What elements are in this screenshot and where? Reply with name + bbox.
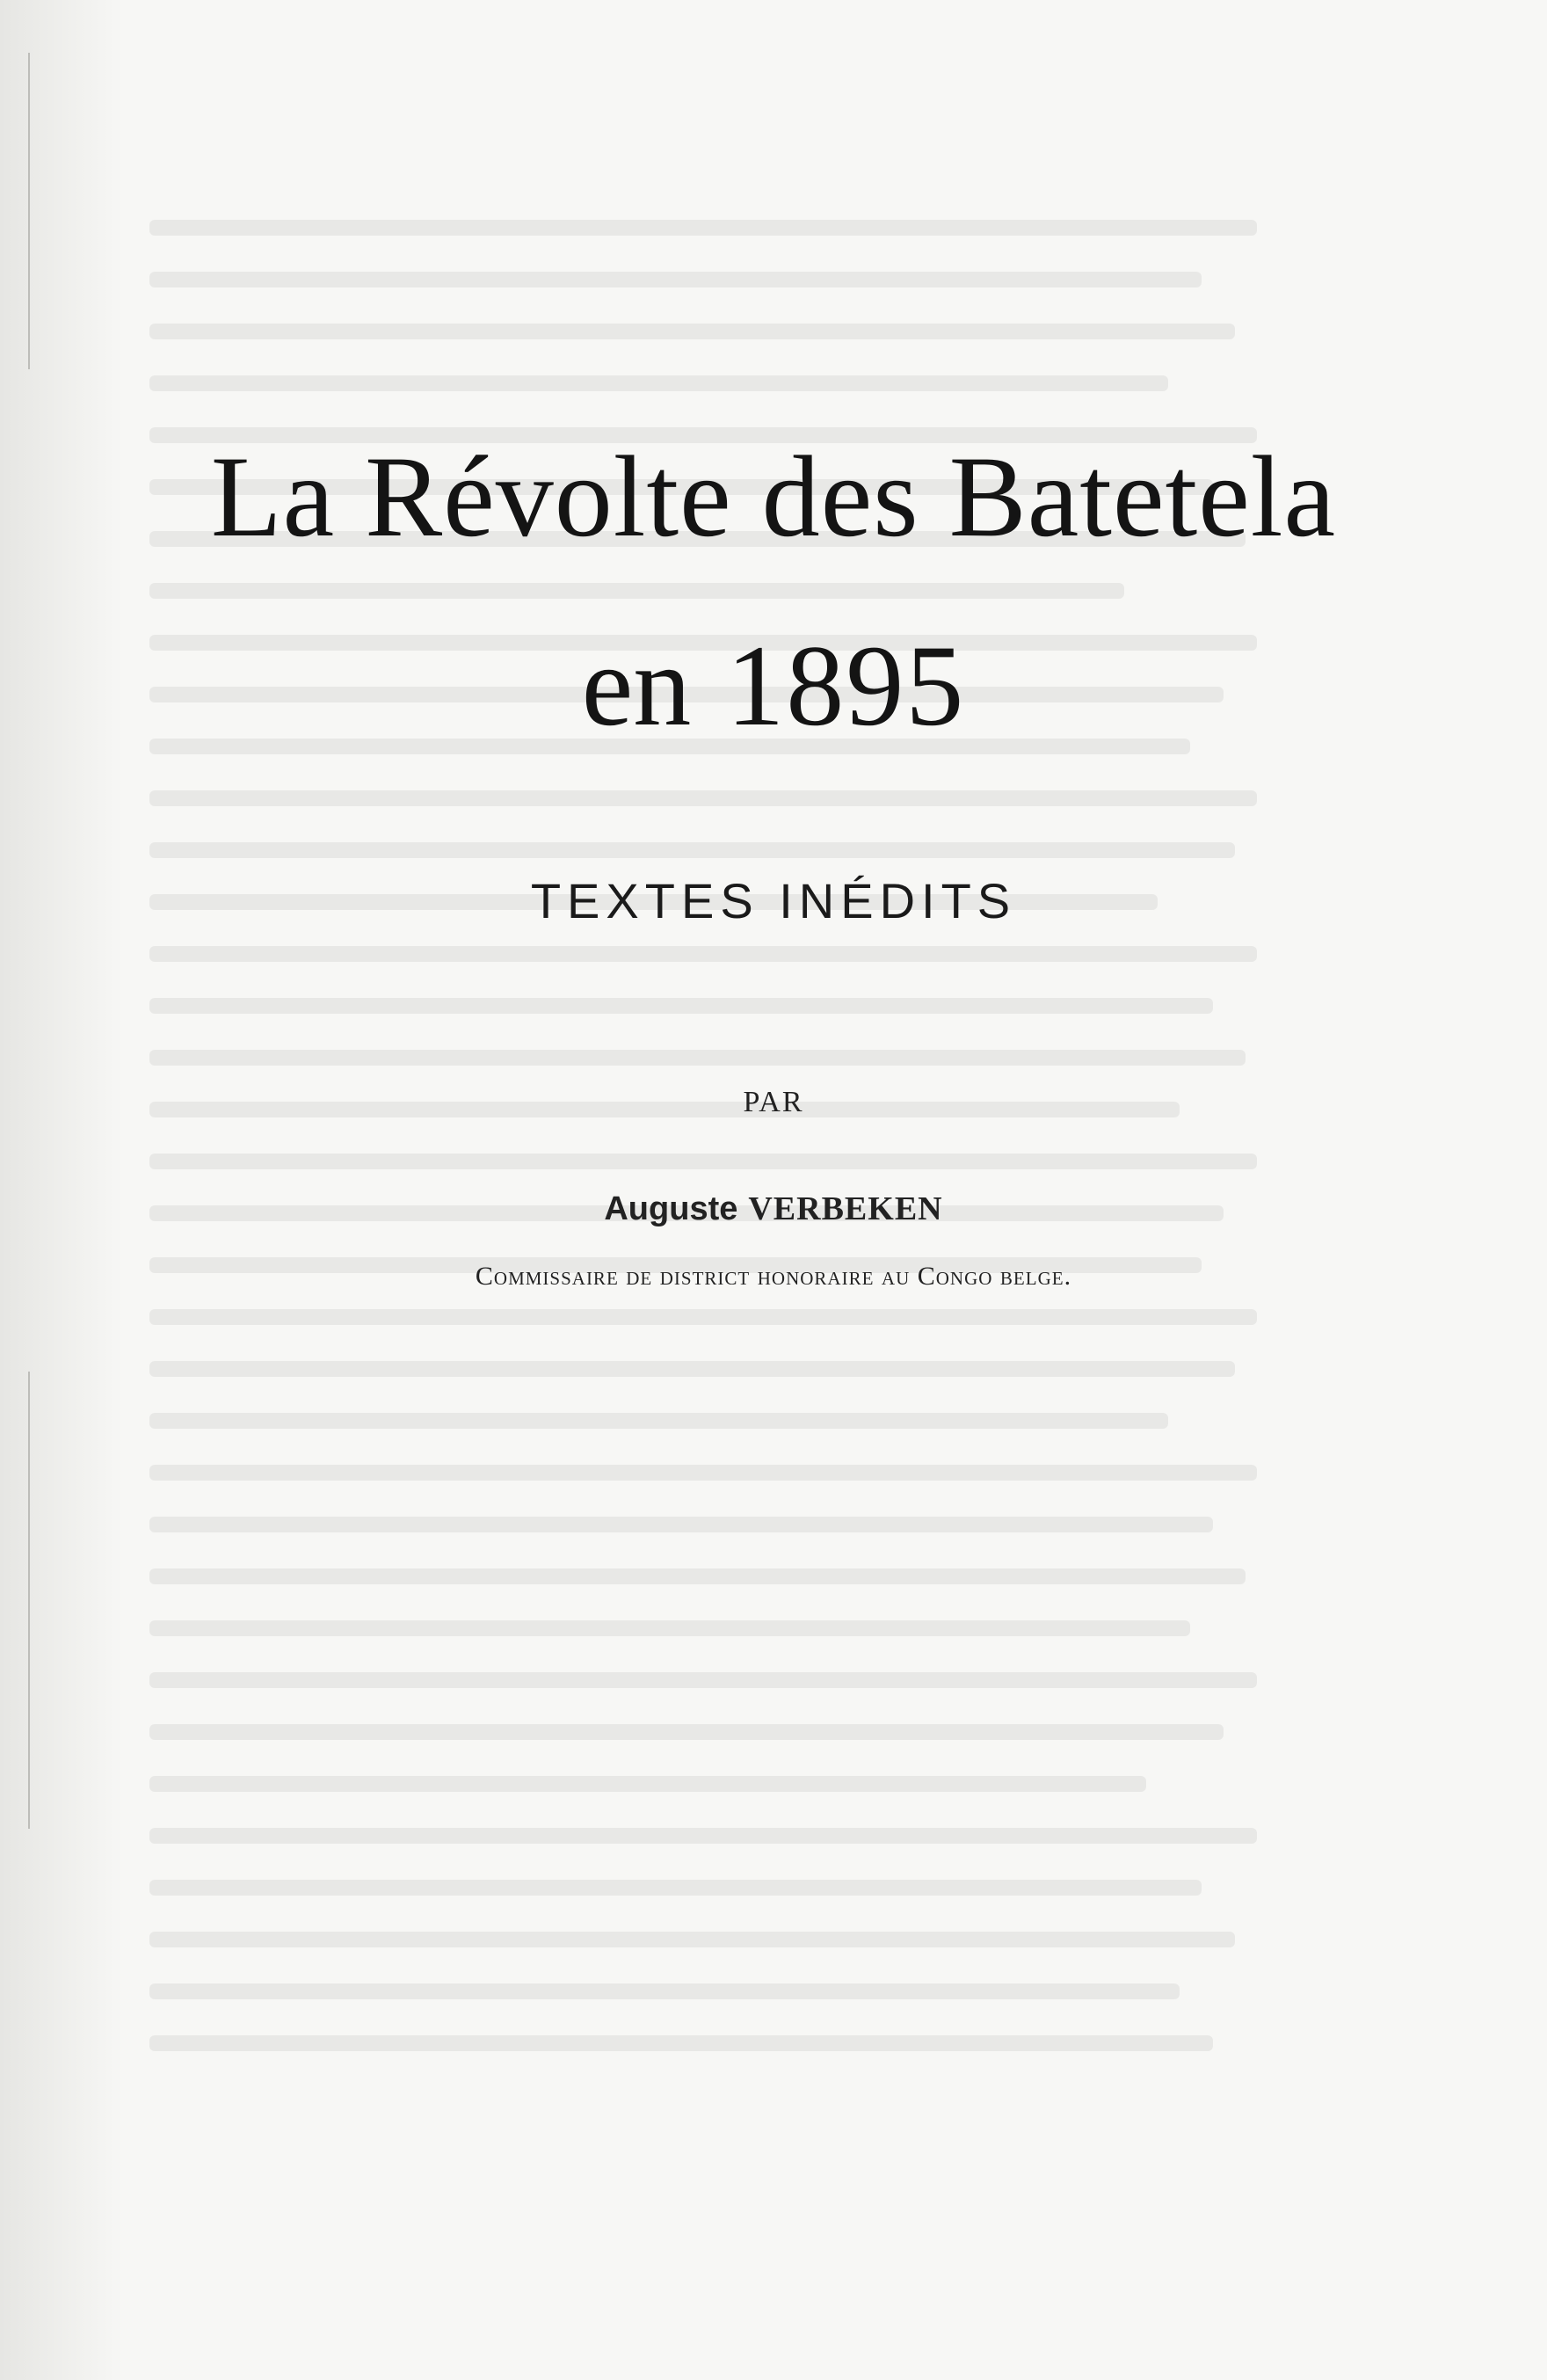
author-name — [0, 1187, 1547, 1231]
author-first-name: Auguste — [604, 1190, 738, 1227]
title-line-1: La Révolte des Batetela — [210, 432, 1337, 561]
title-year: 1895 — [726, 621, 966, 750]
title-prefix: en — [581, 621, 692, 750]
binding-edge-bottom — [28, 1372, 30, 1829]
author-last-name: VERBEKEN — [748, 1190, 943, 1227]
subtitle: TEXTES INÉDITS — [530, 873, 1017, 928]
author-title: Commissaire de district honoraire au Congo belge. — [475, 1262, 1072, 1291]
binding-edge-top — [28, 53, 30, 369]
title-line-2 — [0, 620, 1547, 752]
by-label: PAR — [743, 1086, 804, 1118]
